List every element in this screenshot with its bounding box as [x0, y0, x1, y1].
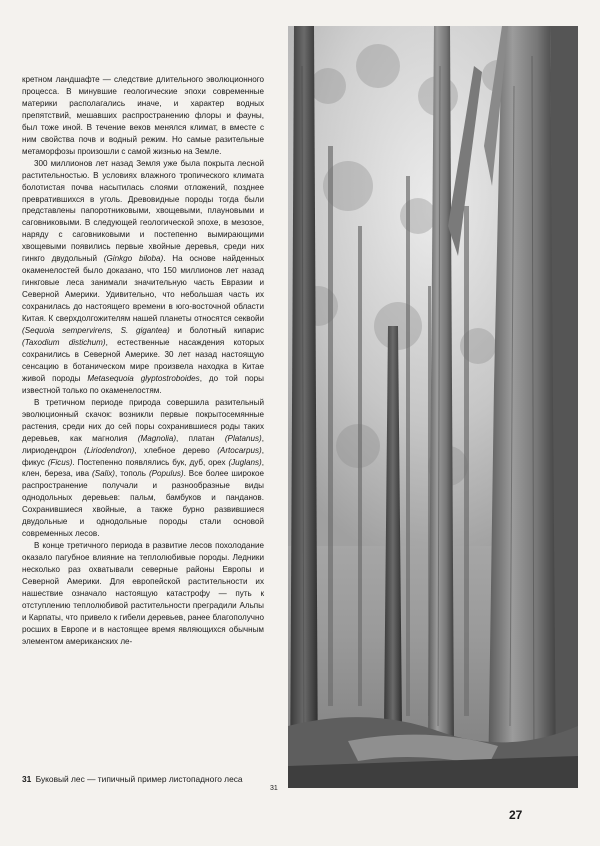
caption-text: Буковый лес — типичный пример листопадного леса	[35, 774, 243, 784]
text-column	[22, 74, 264, 694]
text-run: , платан	[176, 433, 225, 443]
latin-name: (Platanus)	[224, 433, 262, 443]
latin-name: (Populus)	[148, 469, 184, 479]
body-paragraph	[22, 397, 264, 540]
text-run: и болотный кипарис	[169, 326, 264, 336]
text-run: 300 миллионов лет назад Земля уже была покрыта лесной растительностью. В условиях влажного тропического климата болотистая почва насытилась слоями отложений, позднее превратившихся в уголь. Древовидные породы тогда были представлены папоротниковыми, хвощевыми, плауновыми и саговниковыми. В следующей геологической эпохе, в мезозое, наряду с саговниковыми и постепенно вымирающими хвощевыми появились первые хвойные деревья, среди них гинкго двудольный	[22, 158, 264, 264]
text-run: . Все более широкое распространение получали и разнообразные виды однодольных деревьев: пальм, бамбуков и панданов. Сохранившиеся хвойные, а также бурно развившиеся двудольные и однодольные породы стали основой современных лесов.	[22, 469, 264, 539]
text-run: кретном ландшафте — следствие длительного эволюционного процесса. В минувшие геологические эпохи современные материки располагались иначе, и характер водных препятствий, мешавших распространению флоры и фауны, был тоже иной. В течение веков менялся климат, в вместе с ним свойства почв и водный режим. Но самые разительные метаморфозы произошли с самой жизнью на Земле.	[22, 75, 264, 156]
text-run: , клен, береза, ива	[22, 457, 264, 479]
latin-name: (Ficus)	[47, 457, 73, 467]
latin-name: (Salix)	[92, 469, 115, 479]
text-run: . Постепенно появлялись бук, дуб, орех	[72, 457, 229, 467]
latin-name: (Juglans)	[228, 457, 262, 467]
text-run: , хлебное дерево	[134, 445, 218, 455]
page-number: 27	[509, 808, 523, 822]
body-paragraph	[22, 74, 264, 158]
text-run: , естественные насаждения которых сохранились в Северной Америке. 30 лет назад настоящую сенсацию в ботаническом мире произвела находка в Китае живой породы	[22, 337, 264, 383]
figure-marker: 31	[270, 785, 278, 792]
text-run: , тополь	[114, 469, 149, 479]
latin-name: (Liriodendron)	[83, 445, 135, 455]
latin-name: Metasequoia glyptostroboides	[87, 373, 200, 383]
text-run: , фикус	[22, 445, 264, 467]
latin-name: (Artocarpus)	[217, 445, 262, 455]
beech-forest-photo	[288, 26, 578, 788]
text-run: , лириодендрон	[22, 433, 264, 455]
beech-forest-illustration	[288, 26, 578, 788]
latin-name: (Ginkgo biloba)	[103, 254, 164, 264]
body-paragraph	[22, 158, 264, 397]
latin-name: (Sequoia sempervirens, S. gigantea)	[22, 326, 170, 336]
text-run: В третичном периоде природа совершила разительный эволюционный скачок: возникли первые покрытосемянные растения, среди них до сей поры сохранившиеся роды таких деревьев, как магнолия	[22, 397, 264, 443]
latin-name: (Taxodium distichum)	[22, 337, 106, 347]
figure-caption	[22, 774, 262, 785]
text-run: , до той поры известной только по окаменелостям.	[22, 373, 264, 395]
body-paragraph	[22, 540, 264, 648]
latin-name: (Magnolia)	[137, 433, 177, 443]
caption-number: 31	[22, 774, 32, 784]
text-run: В конце третичного периода в развитие лесов похолодание оказало пагубное влияние на теплолюбивые породы. Ледники несколько раз охватывали северные районы Европы и Северной Америки. Для европейской растительности их нашествие означало настоящую катастрофу — путь к отступлению теплолюбивой растительности преградили Альпы и Карпаты, что привело к гибели деревьев, ранее благополучно росших в Европе и в настоящее время являющихся обычным элементом американских ле-	[22, 541, 264, 646]
text-run: . На основе найденных окаменелостей было доказано, что 150 миллионов лет назад гинкговые леса занимали значительную часть Евразии и Северной Америки. Удивительно, что небольшая часть их сохранилась до настоящего времени в юго-восточной области Китая. К сверхдолгожителям нашей планеты относятся секвойи	[22, 254, 264, 324]
